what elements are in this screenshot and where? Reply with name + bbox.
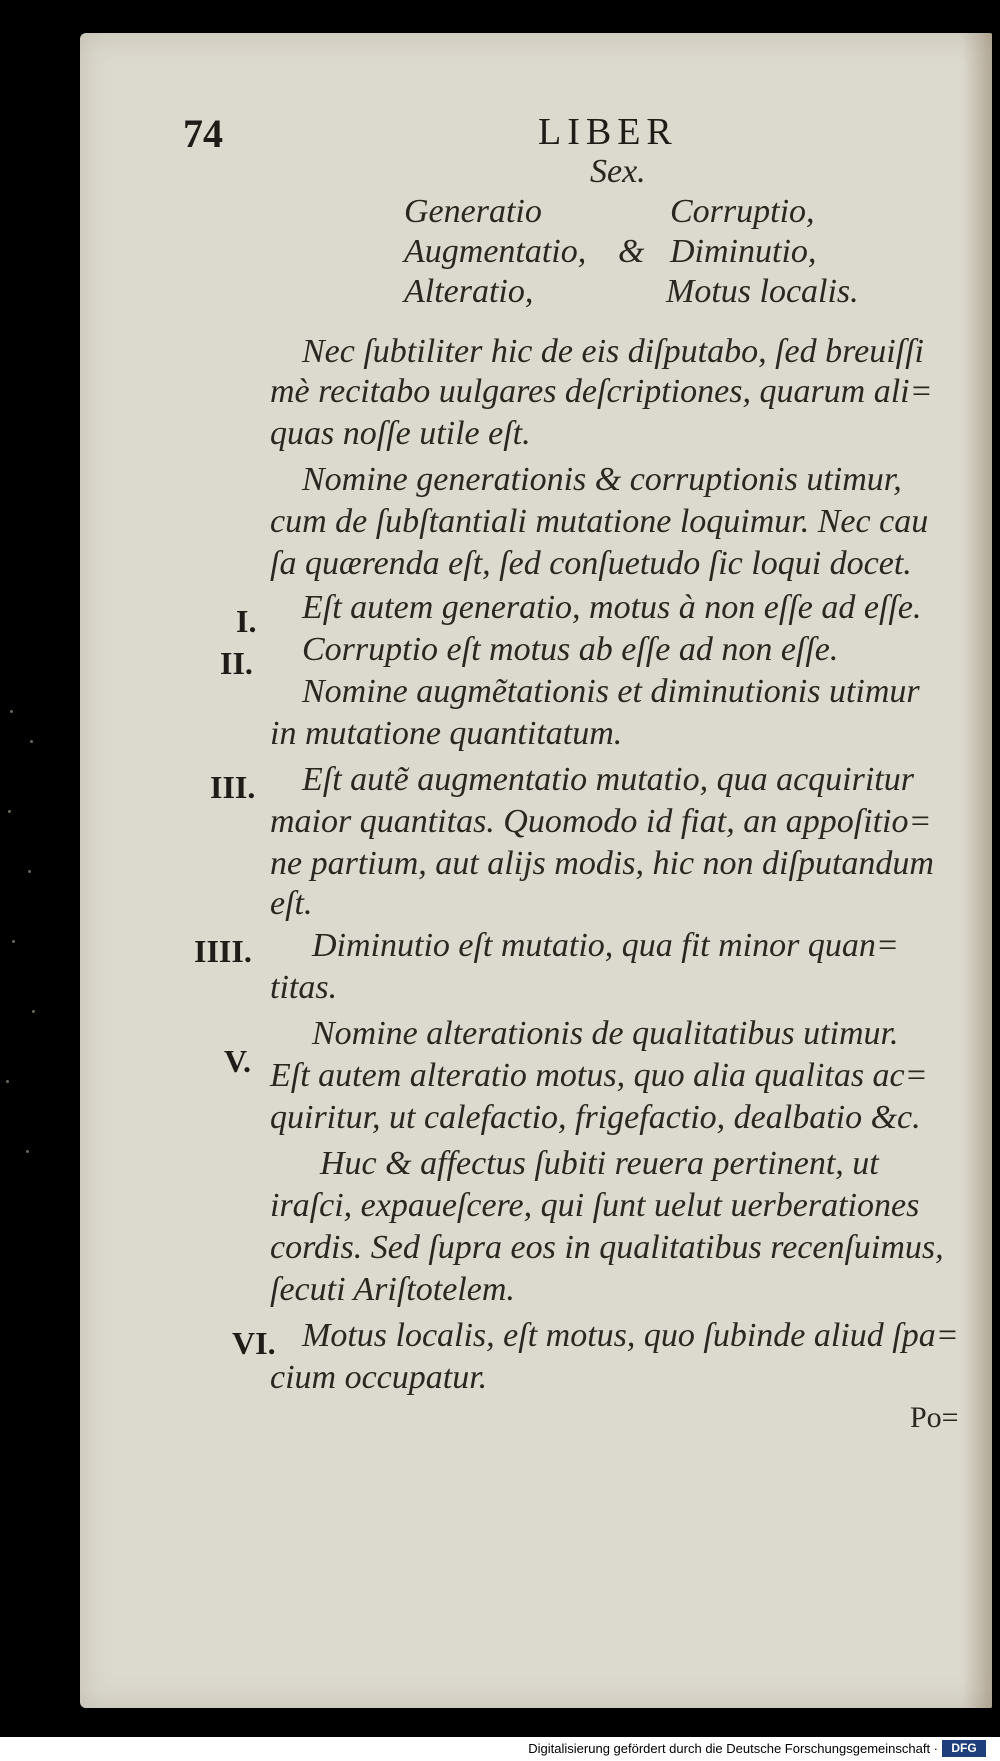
text-line: quas noſſe utile eſt. [270, 415, 531, 452]
text-line: quiritur, ut calefactio, frigefactio, dealbatio &c. [270, 1099, 921, 1136]
text-line: iraſci, expaueſcere, qui ſunt uelut uerberationes [270, 1187, 920, 1224]
motion-connector: & [618, 233, 645, 270]
footer-bar [0, 1737, 1000, 1761]
text-line: ſecuti Ariſtotelem. [270, 1271, 515, 1308]
motion-right-2: Diminutio, [670, 233, 817, 270]
page-number: 74 [183, 111, 223, 156]
text-line: Nec ſubtiliter hic de eis diſputabo, ſed breuiſſi [302, 333, 924, 370]
text-line: mè recitabo uulgares deſcriptiones, quarum ali= [270, 373, 933, 410]
page-edge-shadow [962, 33, 992, 1708]
text-line: Eſt autẽ augmentatio mutatio, qua acquiritur [302, 761, 914, 798]
margin-numeral-2: II. [220, 645, 253, 681]
book-page [80, 33, 992, 1708]
running-title: LIBER [538, 111, 678, 153]
text-line: cum de ſubſtantiali mutatione loquimur. Nec cau [270, 503, 929, 540]
text-line: titas. [270, 969, 338, 1006]
text-line: Diminutio eſt mutatio, qua fit minor quan= [312, 927, 899, 964]
motion-left-2: Augmentatio, [404, 233, 587, 270]
text-line: Eſt autem alteratio motus, quo alia qualitas ac= [270, 1057, 928, 1094]
margin-numeral-4: IIII. [194, 933, 252, 969]
text-line: in mutatione quantitatum. [270, 715, 623, 752]
text-line: Nomine alterationis de qualitatibus utimur. [312, 1015, 899, 1052]
text-line: Corruptio eſt motus ab eſſe ad non eſſe. [302, 631, 839, 668]
text-line: ne partium, aut alijs modis, hic non diſputandum [270, 845, 934, 882]
scan-dots [0, 700, 50, 1220]
text-line: cium occupatur. [270, 1359, 488, 1396]
text-line: Motus localis, eſt motus, quo ſubinde aliud ſpa= [302, 1317, 959, 1354]
margin-numeral-1: I. [236, 603, 257, 639]
text-line: maior quantitas. Quomodo id fiat, an appoſitio= [270, 803, 932, 840]
text-line: Nomine generationis & corruptionis utimur, [302, 461, 902, 498]
text-line: Eſt autem generatio, motus à non eſſe ad eſſe. [302, 589, 922, 626]
text-line: Nomine augmẽtationis et diminutionis utimur [302, 673, 920, 710]
text-line: ſa quærenda eſt, ſed conſuetudo ſic loqui docet. [270, 545, 912, 582]
text-line: eſt. [270, 885, 313, 922]
margin-numeral-5: V. [224, 1043, 251, 1079]
list-heading: Sex. [590, 153, 646, 190]
text-line: cordis. Sed ſupra eos in qualitatibus recenſuimus, [270, 1229, 944, 1266]
motion-right-1: Corruptio, [670, 193, 815, 230]
motion-left-1: Generatio [404, 193, 542, 230]
text-line: Huc & affectus ſubiti reuera pertinent, ut [320, 1145, 879, 1182]
catchword: Po= [910, 1401, 959, 1434]
motion-left-3: Alteratio, [404, 273, 534, 310]
footer-credit: Digitalisierung gefördert durch die Deutsche Forschungsgemeinschaft · [528, 1741, 938, 1756]
dfg-logo: DFG [942, 1740, 986, 1757]
motion-right-3: Motus localis. [666, 273, 859, 310]
margin-numeral-3: III. [210, 769, 256, 805]
margin-numeral-6: VI. [232, 1325, 276, 1361]
